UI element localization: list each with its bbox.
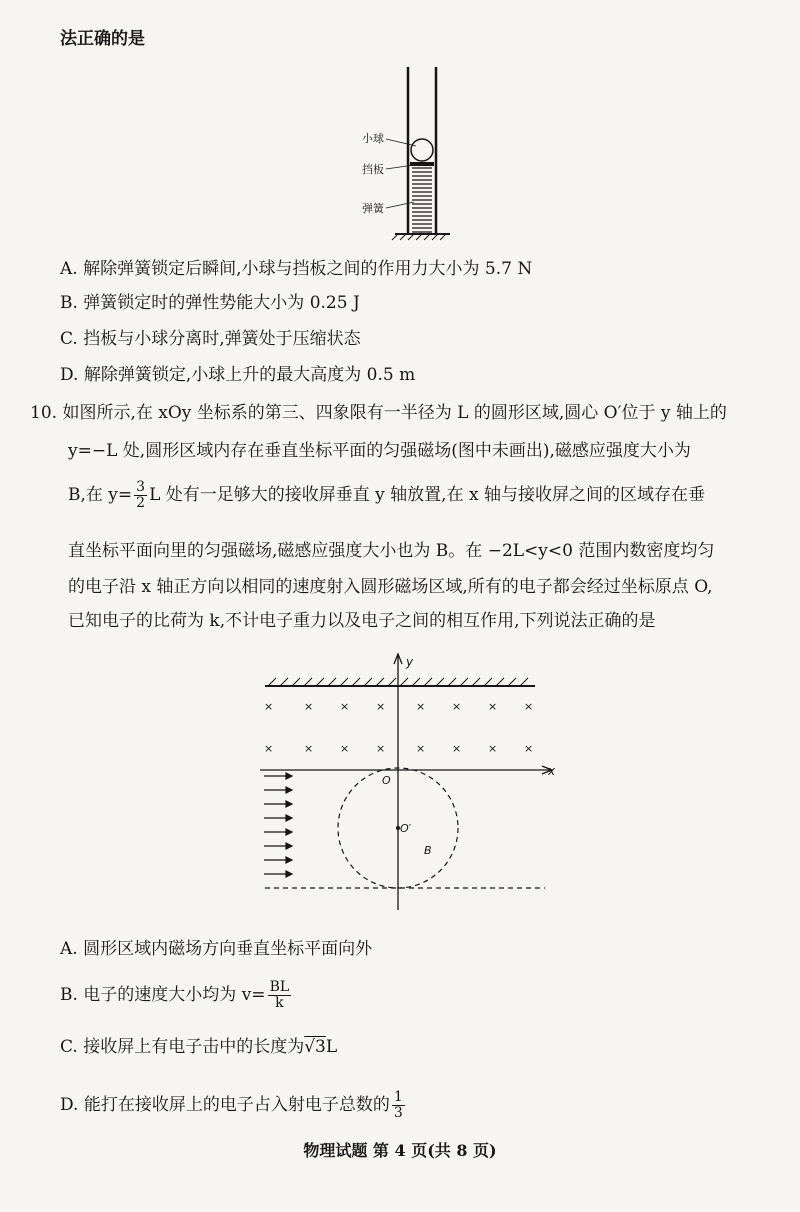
- field-cross: ×: [488, 742, 498, 755]
- fraction-3-2: $\frac{3}{2}$: [136, 479, 146, 511]
- page-footer: 物理试题 第 4 页(共 8 页): [303, 1141, 497, 1160]
- x-axis-label: x: [548, 764, 556, 778]
- q10-line-1: 10. 如图所示,在 xOy 坐标系的第三、四象限有一半径为 L 的圆形区域,圆心 O′位于 y 轴上的: [30, 403, 727, 423]
- field-cross: ×: [452, 742, 462, 755]
- plate-label: 挡板: [362, 163, 384, 176]
- ball-label: 小球: [362, 132, 384, 145]
- q10-option-c: C. 接收屏上有电子击中的长度为√3L: [60, 1037, 338, 1057]
- q10-option-d: D. 能打在接收屏上的电子占入射电子总数的 $\frac{1}{3}$: [60, 1089, 403, 1121]
- field-cross: ×: [264, 700, 274, 713]
- q10-line-4: 直坐标平面向里的匀强磁场,磁感应强度大小也为 B。在 −2L<y<0 范围内数密度均匀: [68, 541, 715, 561]
- y-axis-label: y: [406, 655, 414, 669]
- spring-figure: [340, 62, 480, 242]
- q10-line-5: 的电子沿 x 轴正方向以相同的速度射入圆形磁场区域,所有的电子都会经过坐标原点 O,: [68, 577, 713, 597]
- field-cross: ×: [524, 700, 534, 713]
- field-cross: ×: [524, 742, 534, 755]
- field-cross: ×: [304, 742, 314, 755]
- q9-option-d: D. 解除弹簧锁定,小球上升的最大高度为 0.5 m: [60, 365, 416, 385]
- q10-line-2: y=−L 处,圆形区域内存在垂直坐标平面的匀强磁场(图中未画出),磁感应强度大小为: [68, 441, 691, 461]
- fraction-1-3: $\frac{1}{3}$: [393, 1089, 403, 1121]
- center-label: O′: [400, 822, 412, 835]
- field-cross: ×: [264, 742, 274, 755]
- q10-line-6: 已知电子的比荷为 k,不计电子重力以及电子之间的相互作用,下列说法正确的是: [68, 611, 656, 631]
- electron-arrows: [264, 773, 292, 877]
- spring-label: 弹簧: [362, 202, 384, 215]
- field-cross: ×: [304, 700, 314, 713]
- sqrt-3: √3: [304, 1037, 326, 1057]
- field-cross: ×: [452, 700, 462, 713]
- field-cross: ×: [416, 742, 426, 755]
- origin-label: O: [382, 774, 391, 787]
- field-cross: ×: [416, 700, 426, 713]
- field-cross: ×: [376, 700, 386, 713]
- magnetic-field-figure: [250, 648, 570, 918]
- q10-line-3: [68, 480, 705, 511]
- field-label: B: [424, 844, 432, 857]
- q9-option-c: C. 挡板与小球分离时,弹簧处于压缩状态: [60, 329, 361, 349]
- q10-line-3-pre: B,在 y=: [68, 485, 133, 505]
- field-cross: ×: [340, 742, 350, 755]
- spring: [412, 168, 432, 232]
- field-cross: ×: [376, 742, 386, 755]
- top-line: 法正确的是: [60, 29, 145, 49]
- ball: [411, 139, 433, 161]
- q10-option-a: A. 圆形区域内磁场方向垂直坐标平面向外: [60, 939, 373, 959]
- field-cross: ×: [488, 700, 498, 713]
- fraction-bl-k: $\frac{BL}{k}$: [269, 979, 290, 1011]
- field-cross: ×: [340, 700, 350, 713]
- q9-option-a: A. 解除弹簧锁定后瞬间,小球与挡板之间的作用力大小为 5.7 N: [60, 259, 533, 279]
- q10-option-b: B. 电子的速度大小均为 v= $\frac{BL}{k}$: [60, 979, 290, 1011]
- q10-line-3-post: L 处有一足够大的接收屏垂直 y 轴放置,在 x 轴与接收屏之间的区域存在垂: [149, 485, 705, 505]
- q9-option-b: B. 弹簧锁定时的弹性势能大小为 0.25 J: [60, 293, 360, 313]
